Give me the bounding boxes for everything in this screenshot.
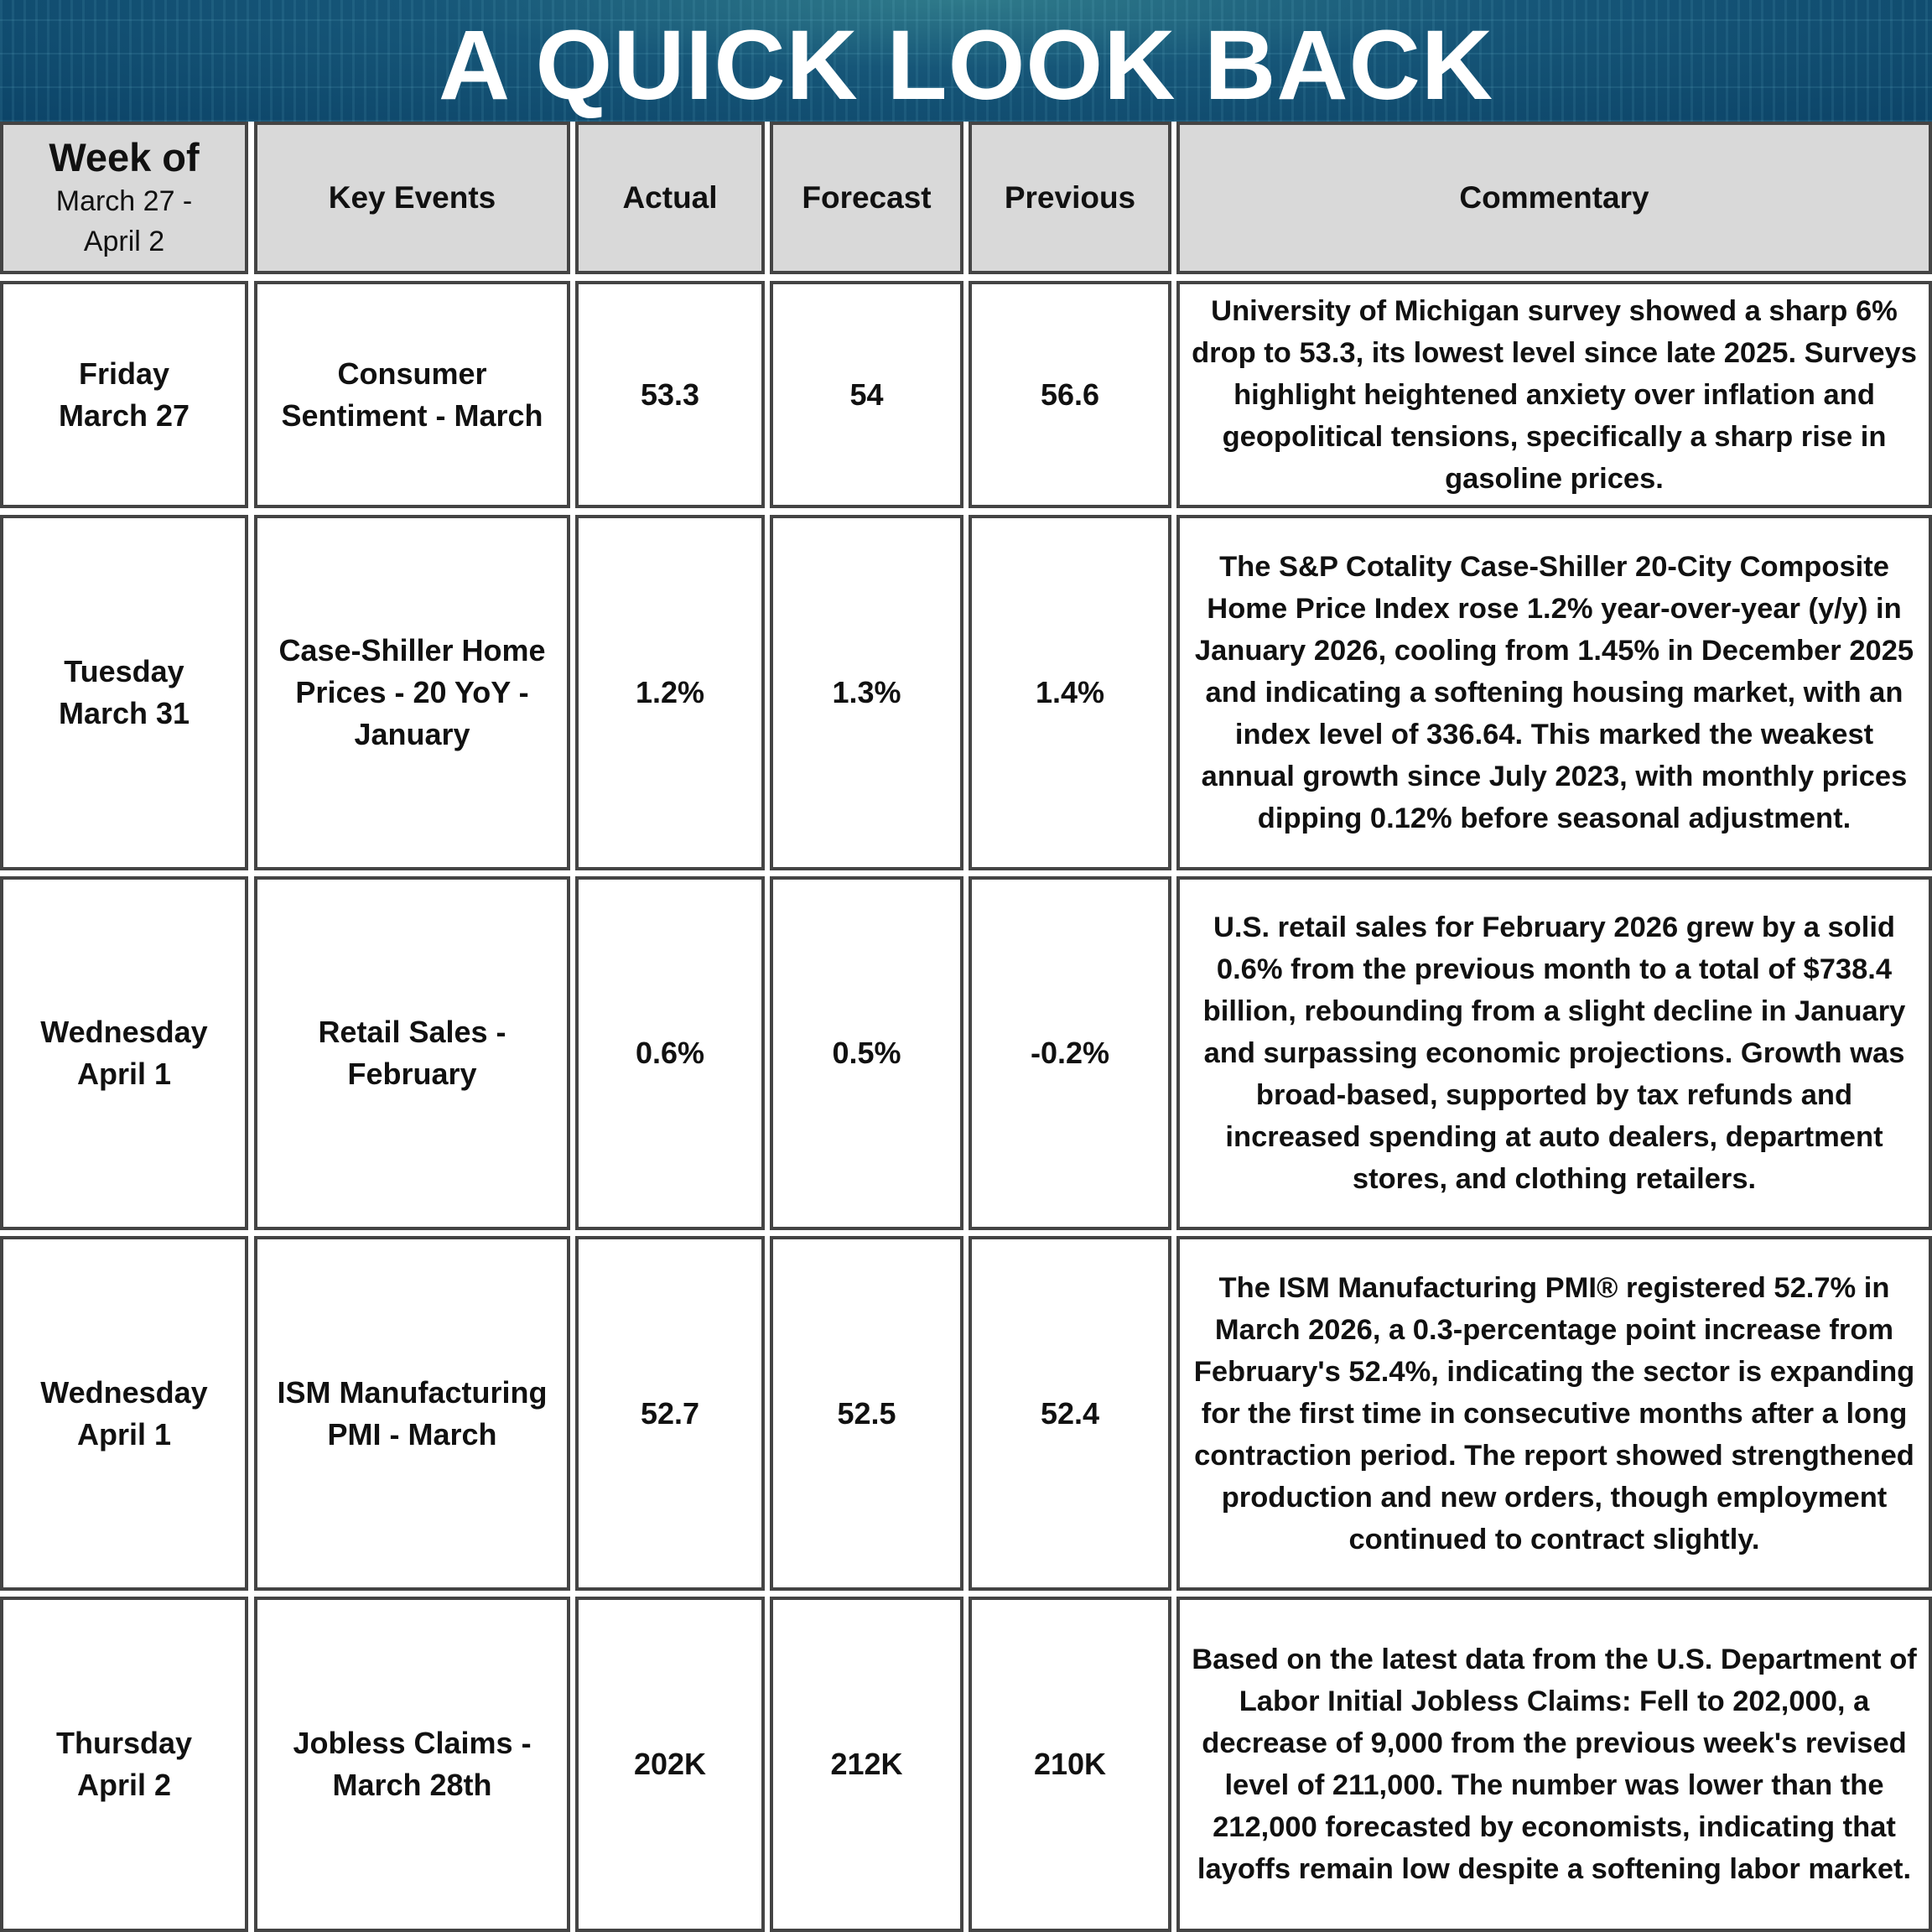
day-label: Tuesday xyxy=(64,654,184,688)
date-label: April 1 xyxy=(76,1057,172,1091)
previous-cell: 210K xyxy=(969,1597,1171,1932)
header-previous: Previous xyxy=(969,122,1171,274)
forecast-cell: 54 xyxy=(770,281,963,508)
date-cell xyxy=(0,515,248,870)
event-cell: Case-Shiller Home Prices - 20 YoY - January xyxy=(254,515,570,870)
previous-cell: -0.2% xyxy=(969,876,1171,1230)
commentary-cell: The ISM Manufacturing PMI® registered 52.7% in March 2026, a 0.3-percentage point increase from February's 52.4%, indicating the sector is expanding for the first time in consecutive months after a long contraction period. The report showed strengthened production and new orders, though employment continued to contract slightly. xyxy=(1176,1236,1932,1591)
forecast-cell: 1.3% xyxy=(770,515,963,870)
date-label: March 31 xyxy=(58,696,190,730)
date-label: April 2 xyxy=(76,1768,172,1802)
actual-cell: 52.7 xyxy=(575,1236,765,1591)
header-actual: Actual xyxy=(575,122,765,274)
commentary-cell: The S&P Cotality Case-Shiller 20-City Composite Home Price Index rose 1.2% year-over-year (y/y) in January 2026, cooling from 1.45% in December 2025 and indicating a softening housing market, with an index level of 336.64. This marked the weakest annual growth since July 2023, with monthly prices dipping 0.12% before seasonal adjustment. xyxy=(1176,515,1932,870)
event-cell: Jobless Claims - March 28th xyxy=(254,1597,570,1932)
event-cell: Consumer Sentiment - March xyxy=(254,281,570,508)
forecast-cell: 0.5% xyxy=(770,876,963,1230)
previous-cell: 52.4 xyxy=(969,1236,1171,1591)
date-cell xyxy=(0,1236,248,1591)
day-label: Wednesday xyxy=(40,1015,208,1049)
week-of-label: Week of xyxy=(49,135,200,179)
date-cell xyxy=(0,876,248,1230)
day-label: Thursday xyxy=(55,1726,193,1760)
commentary-cell: University of Michigan survey showed a sharp 6% drop to 53.3, its lowest level since late 2025. Surveys highlight heightened anxiety over inflation and geopolitical tensions, specifically a sharp rise in gasoline prices. xyxy=(1176,281,1932,508)
header-key-events: Key Events xyxy=(254,122,570,274)
day-label: Friday xyxy=(78,356,170,391)
forecast-cell: 212K xyxy=(770,1597,963,1932)
commentary-cell: U.S. retail sales for February 2026 grew by a solid 0.6% from the previous month to a total of $738.4 billion, rebounding from a slight decline in January and surpassing economic projections. Growth was broad-based, supported by tax refunds and increased spending at auto dealers, department stores, and clothing retailers. xyxy=(1176,876,1932,1230)
actual-cell: 53.3 xyxy=(575,281,765,508)
event-cell: ISM Manufacturing PMI - March xyxy=(254,1236,570,1591)
date-cell xyxy=(0,1597,248,1932)
day-label: Wednesday xyxy=(40,1374,208,1410)
actual-cell: 0.6% xyxy=(575,876,765,1230)
page-title: A QUICK LOOK BACK xyxy=(438,10,1494,121)
forecast-cell: 52.5 xyxy=(770,1236,963,1591)
actual-cell: 202K xyxy=(575,1597,765,1932)
title-banner xyxy=(0,0,1932,122)
date-label: April 1 xyxy=(76,1416,172,1452)
event-cell: Retail Sales - February xyxy=(254,876,570,1230)
date-cell xyxy=(0,281,248,508)
header-forecast: Forecast xyxy=(770,122,963,274)
header-commentary: Commentary xyxy=(1176,122,1932,274)
actual-cell: 1.2% xyxy=(575,515,765,870)
week-range-start: March 27 - xyxy=(55,185,193,217)
previous-cell: 1.4% xyxy=(969,515,1171,870)
week-range-end: April 2 xyxy=(83,226,165,257)
date-label: March 27 xyxy=(58,397,190,433)
header-week-of xyxy=(0,122,248,274)
commentary-cell: Based on the latest data from the U.S. Department of Labor Initial Jobless Claims: Fell to 202,000, a decrease of 9,000 from the previous week's revised level of 211,000. The number was lower than the 212,000 forecasted by economists, indicating that layoffs remain low despite a softening labor market. xyxy=(1176,1597,1932,1932)
previous-cell: 56.6 xyxy=(969,281,1171,508)
